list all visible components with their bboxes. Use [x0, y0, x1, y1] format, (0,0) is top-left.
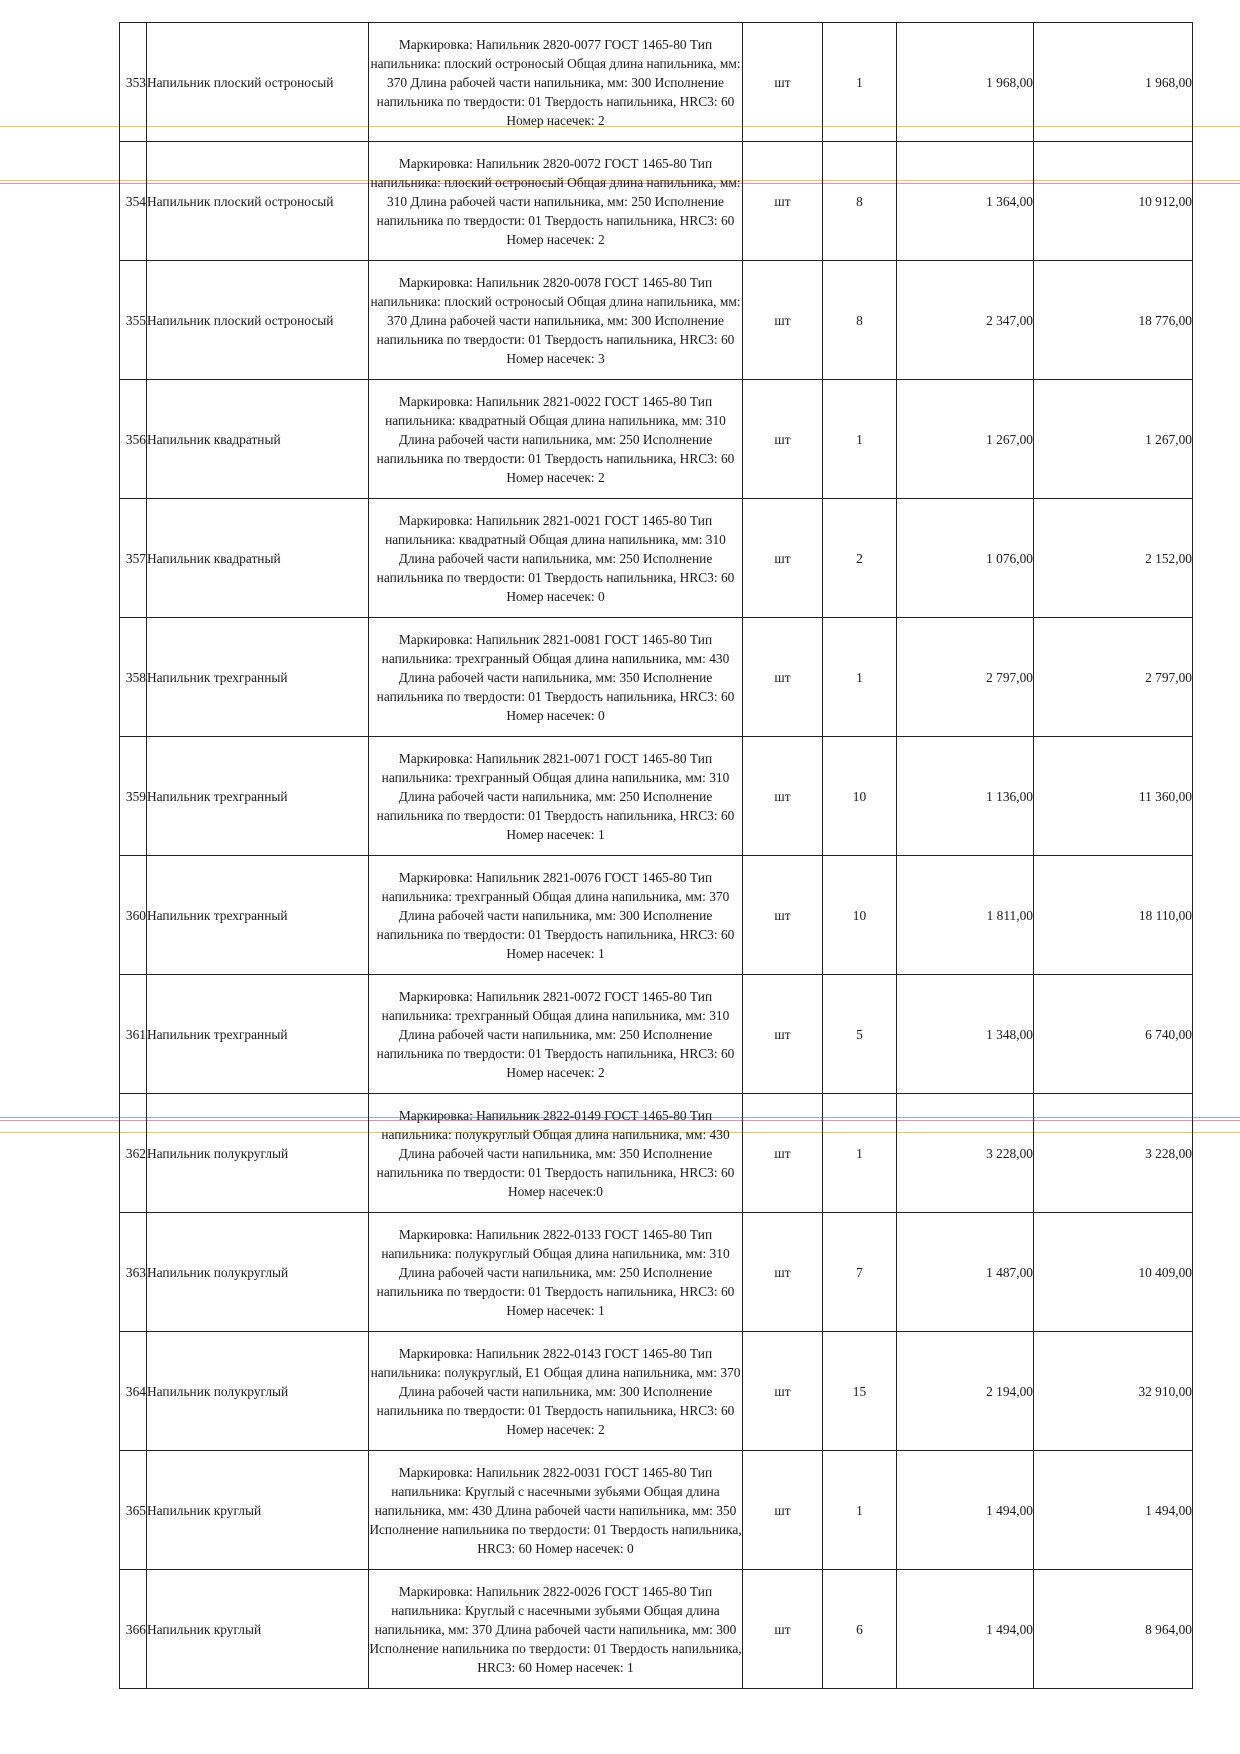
unit-of-measure: шт [743, 499, 823, 618]
item-description: Маркировка: Напильник 2822-0026 ГОСТ 1465-80 Тип напильника: Круглый с насечными зубьями Общая длина напильника, мм: 370 Длина рабочей части напильника, мм: 300 Исполнение напильника по твердости: 01 Твердость напильника, HRC3: 60 Номер насечек: 1 [369, 1570, 743, 1689]
item-description: Маркировка: Напильник 2820-0072 ГОСТ 1465-80 Тип напильника: плоский остроносый Общая длина напильника, мм: 310 Длина рабочей части напильника, мм: 250 Исполнение напильника по твердости: 01 Твердость напильника, HRC3: 60 Номер насечек: 2 [369, 142, 743, 261]
unit-of-measure: шт [743, 1451, 823, 1570]
row-number: 361 [120, 975, 147, 1094]
item-description: Маркировка: Напильник 2822-0143 ГОСТ 1465-80 Тип напильника: полукруглый, Е1 Общая длина напильника, мм: 370 Длина рабочей части напильника, мм: 300 Исполнение напильника по твердости: 01 Твердость напильника, HRC3: 60 Номер насечек: 2 [369, 1332, 743, 1451]
unit-of-measure: шт [743, 380, 823, 499]
unit-of-measure: шт [743, 1570, 823, 1689]
row-number: 360 [120, 856, 147, 975]
unit-of-measure: шт [743, 1094, 823, 1213]
item-name: Напильник трехгранный [147, 856, 369, 975]
item-name: Напильник трехгранный [147, 737, 369, 856]
row-number: 356 [120, 380, 147, 499]
total-amount: 1 968,00 [1034, 23, 1193, 142]
total-amount: 8 964,00 [1034, 1570, 1193, 1689]
table-row [120, 1213, 1193, 1332]
item-name: Напильник плоский остроносый [147, 142, 369, 261]
item-name: Напильник полукруглый [147, 1094, 369, 1213]
row-number: 364 [120, 1332, 147, 1451]
item-name: Напильник плоский остроносый [147, 23, 369, 142]
total-amount: 6 740,00 [1034, 975, 1193, 1094]
total-amount: 18 776,00 [1034, 261, 1193, 380]
unit-price: 1 076,00 [897, 499, 1034, 618]
table-body [120, 23, 1193, 1689]
table-row [120, 142, 1193, 261]
table-row [120, 380, 1193, 499]
item-name: Напильник трехгранный [147, 975, 369, 1094]
total-amount: 11 360,00 [1034, 737, 1193, 856]
unit-of-measure: шт [743, 618, 823, 737]
table-row [120, 1451, 1193, 1570]
unit-price: 1 968,00 [897, 23, 1034, 142]
row-number: 355 [120, 261, 147, 380]
row-number: 358 [120, 618, 147, 737]
total-amount: 1 267,00 [1034, 380, 1193, 499]
quantity: 1 [823, 1451, 897, 1570]
item-description: Маркировка: Напильник 2822-0133 ГОСТ 1465-80 Тип напильника: полукруглый Общая длина напильника, мм: 310 Длина рабочей части напильника, мм: 250 Исполнение напильника по твердости: 01 Твердость напильника, HRC3: 60 Номер насечек: 1 [369, 1213, 743, 1332]
item-name: Напильник круглый [147, 1570, 369, 1689]
unit-price: 1 136,00 [897, 737, 1034, 856]
total-amount: 2 797,00 [1034, 618, 1193, 737]
unit-price: 1 811,00 [897, 856, 1034, 975]
item-description: Маркировка: Напильник 2822-0149 ГОСТ 1465-80 Тип напильника: полукруглый Общая длина напильника, мм: 430 Длина рабочей части напильника, мм: 350 Исполнение напильника по твердости: 01 Твердость напильника, HRC3: 60 Номер насечек:0 [369, 1094, 743, 1213]
row-number: 366 [120, 1570, 147, 1689]
item-description: Маркировка: Напильник 2820-0077 ГОСТ 1465-80 Тип напильника: плоский остроносый Общая длина напильника, мм: 370 Длина рабочей части напильника, мм: 300 Исполнение напильника по твердости: 01 Твердость напильника, HRC3: 60 Номер насечек: 2 [369, 23, 743, 142]
total-amount: 2 152,00 [1034, 499, 1193, 618]
row-number: 353 [120, 23, 147, 142]
total-amount: 3 228,00 [1034, 1094, 1193, 1213]
table-row [120, 499, 1193, 618]
table-row [120, 1094, 1193, 1213]
quantity: 1 [823, 380, 897, 499]
item-description: Маркировка: Напильник 2821-0021 ГОСТ 1465-80 Тип напильника: квадратный Общая длина напильника, мм: 310 Длина рабочей части напильника, мм: 250 Исполнение напильника по твердости: 01 Твердость напильника, HRC3: 60 Номер насечек: 0 [369, 499, 743, 618]
item-description: Маркировка: Напильник 2821-0081 ГОСТ 1465-80 Тип напильника: трехгранный Общая длина напильника, мм: 430 Длина рабочей части напильника, мм: 350 Исполнение напильника по твердости: 01 Твердость напильника, HRC3: 60 Номер насечек: 0 [369, 618, 743, 737]
quantity: 15 [823, 1332, 897, 1451]
total-amount: 1 494,00 [1034, 1451, 1193, 1570]
row-number: 363 [120, 1213, 147, 1332]
unit-price: 2 797,00 [897, 618, 1034, 737]
item-name: Напильник квадратный [147, 380, 369, 499]
row-number: 362 [120, 1094, 147, 1213]
unit-price: 2 347,00 [897, 261, 1034, 380]
unit-price: 3 228,00 [897, 1094, 1034, 1213]
table-row [120, 737, 1193, 856]
item-description: Маркировка: Напильник 2820-0078 ГОСТ 1465-80 Тип напильника: плоский остроносый Общая длина напильника, мм: 370 Длина рабочей части напильника, мм: 300 Исполнение напильника по твердости: 01 Твердость напильника, HRC3: 60 Номер насечек: 3 [369, 261, 743, 380]
item-name: Напильник полукруглый [147, 1213, 369, 1332]
unit-price: 1 487,00 [897, 1213, 1034, 1332]
unit-price: 1 364,00 [897, 142, 1034, 261]
table-row [120, 1332, 1193, 1451]
table-row [120, 1570, 1193, 1689]
row-number: 354 [120, 142, 147, 261]
item-name: Напильник квадратный [147, 499, 369, 618]
unit-of-measure: шт [743, 737, 823, 856]
quantity: 1 [823, 618, 897, 737]
quantity: 8 [823, 142, 897, 261]
quantity: 10 [823, 856, 897, 975]
quantity: 1 [823, 1094, 897, 1213]
quantity: 7 [823, 1213, 897, 1332]
item-name: Напильник плоский остроносый [147, 261, 369, 380]
total-amount: 18 110,00 [1034, 856, 1193, 975]
table-row [120, 618, 1193, 737]
unit-of-measure: шт [743, 1332, 823, 1451]
item-name: Напильник трехгранный [147, 618, 369, 737]
row-number: 365 [120, 1451, 147, 1570]
specification-table [119, 22, 1193, 1689]
table-row [120, 856, 1193, 975]
total-amount: 32 910,00 [1034, 1332, 1193, 1451]
unit-of-measure: шт [743, 975, 823, 1094]
unit-of-measure: шт [743, 23, 823, 142]
row-number: 357 [120, 499, 147, 618]
quantity: 6 [823, 1570, 897, 1689]
quantity: 1 [823, 23, 897, 142]
unit-price: 1 494,00 [897, 1570, 1034, 1689]
unit-price: 2 194,00 [897, 1332, 1034, 1451]
item-description: Маркировка: Напильник 2822-0031 ГОСТ 1465-80 Тип напильника: Круглый с насечными зубьями Общая длина напильника, мм: 430 Длина рабочей части напильника, мм: 350 Исполнение напильника по твердости: 01 Твердость напильника, HRC3: 60 Номер насечек: 0 [369, 1451, 743, 1570]
unit-of-measure: шт [743, 142, 823, 261]
unit-price: 1 348,00 [897, 975, 1034, 1094]
item-description: Маркировка: Напильник 2821-0022 ГОСТ 1465-80 Тип напильника: квадратный Общая длина напильника, мм: 310 Длина рабочей части напильника, мм: 250 Исполнение напильника по твердости: 01 Твердость напильника, HRC3: 60 Номер насечек: 2 [369, 380, 743, 499]
table-row [120, 975, 1193, 1094]
row-number: 359 [120, 737, 147, 856]
table-row [120, 261, 1193, 380]
item-description: Маркировка: Напильник 2821-0071 ГОСТ 1465-80 Тип напильника: трехгранный Общая длина напильника, мм: 310 Длина рабочей части напильника, мм: 250 Исполнение напильника по твердости: 01 Твердость напильника, HRC3: 60 Номер насечек: 1 [369, 737, 743, 856]
unit-price: 1 267,00 [897, 380, 1034, 499]
table-row [120, 23, 1193, 142]
item-description: Маркировка: Напильник 2821-0076 ГОСТ 1465-80 Тип напильника: трехгранный Общая длина напильника, мм: 370 Длина рабочей части напильника, мм: 300 Исполнение напильника по твердости: 01 Твердость напильника, HRC3: 60 Номер насечек: 1 [369, 856, 743, 975]
item-name: Напильник полукруглый [147, 1332, 369, 1451]
quantity: 8 [823, 261, 897, 380]
quantity: 2 [823, 499, 897, 618]
item-name: Напильник круглый [147, 1451, 369, 1570]
unit-of-measure: шт [743, 261, 823, 380]
quantity: 10 [823, 737, 897, 856]
total-amount: 10 409,00 [1034, 1213, 1193, 1332]
quantity: 5 [823, 975, 897, 1094]
total-amount: 10 912,00 [1034, 142, 1193, 261]
unit-price: 1 494,00 [897, 1451, 1034, 1570]
unit-of-measure: шт [743, 856, 823, 975]
item-description: Маркировка: Напильник 2821-0072 ГОСТ 1465-80 Тип напильника: трехгранный Общая длина напильника, мм: 310 Длина рабочей части напильника, мм: 250 Исполнение напильника по твердости: 01 Твердость напильника, HRC3: 60 Номер насечек: 2 [369, 975, 743, 1094]
unit-of-measure: шт [743, 1213, 823, 1332]
